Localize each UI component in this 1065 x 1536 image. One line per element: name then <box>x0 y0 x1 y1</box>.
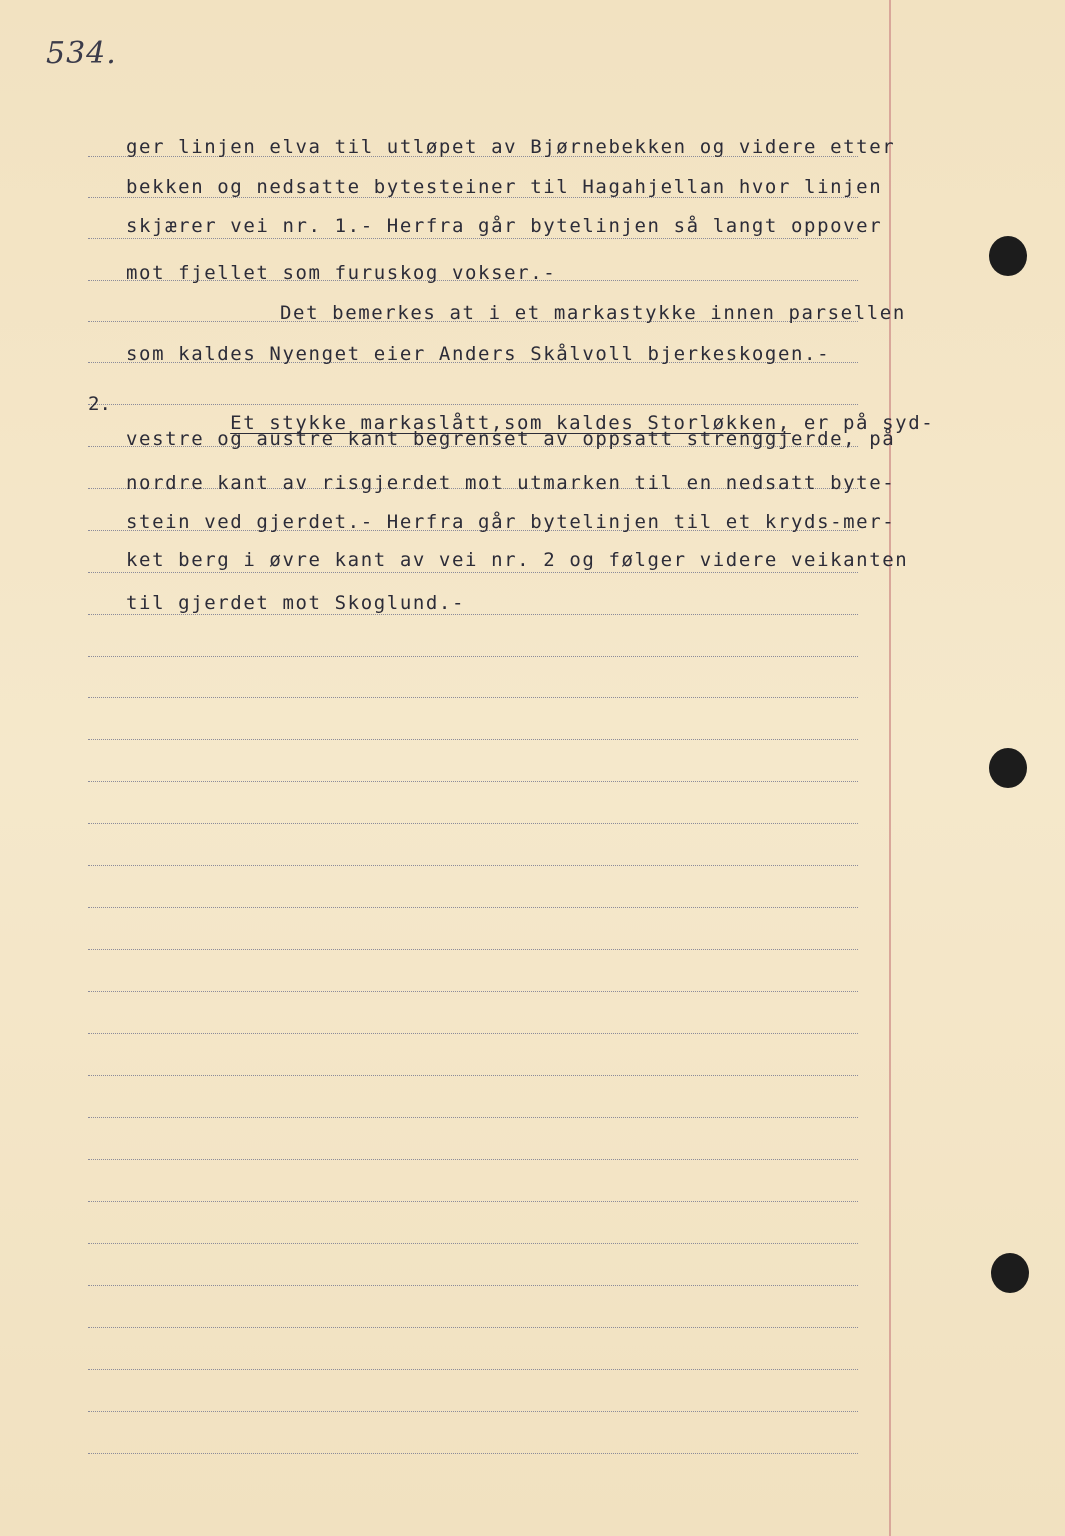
ruled-line <box>88 991 858 992</box>
page-number: 534. <box>46 36 117 71</box>
text-line: skjærer vei nr. 1.- Herfra går bytelinjen så langt oppover <box>126 215 883 237</box>
text-line: bekken og nedsatte bytesteiner til Hagahjellan hvor linjen <box>126 176 883 198</box>
ruled-line <box>88 1369 858 1370</box>
ruled-line <box>88 1453 858 1454</box>
ruled-line <box>88 1327 858 1328</box>
ruled-line <box>88 1285 858 1286</box>
ruled-line <box>88 1243 858 1244</box>
ruled-line <box>88 781 858 782</box>
text-line: ket berg i øvre kant av vei nr. 2 og følger videre veikanten <box>126 549 909 571</box>
ruled-line <box>88 1075 858 1076</box>
text-line: ger linjen elva til utløpet av Bjørnebekken og videre etter <box>126 136 896 158</box>
punch-hole <box>989 748 1027 788</box>
item-lead-rest: er på syd- <box>790 412 935 434</box>
ruled-line <box>88 1201 858 1202</box>
ruled-line <box>88 697 858 698</box>
ruled-line <box>88 572 858 573</box>
text-line: vestre og austre kant begrenset av oppsatt strenggjerde, på <box>126 428 896 450</box>
ruled-line <box>88 614 858 615</box>
text-line: stein ved gjerdet.- Herfra går bytelinjen til et kryds-mer- <box>126 511 896 533</box>
text-line: nordre kant av risgjerdet mot utmarken til en nedsatt byte- <box>126 472 896 494</box>
text-line: mot fjellet som furuskog vokser.- <box>126 262 557 284</box>
ruled-line <box>88 1411 858 1412</box>
item-lead-underlined: Et stykke markaslått,som kaldes Storløkken, <box>230 412 791 434</box>
ruled-line <box>88 238 858 239</box>
ruled-line <box>88 907 858 908</box>
ruled-line <box>88 1033 858 1034</box>
ruled-line <box>88 823 858 824</box>
punch-hole <box>989 236 1027 276</box>
ruled-line <box>88 949 858 950</box>
ruled-line <box>88 739 858 740</box>
margin-line <box>889 0 891 1536</box>
ruled-line <box>88 656 858 657</box>
ruled-line <box>88 1117 858 1118</box>
text-line: til gjerdet mot Skoglund.- <box>126 592 466 614</box>
text-line: som kaldes Nyenget eier Anders Skålvoll bjerkeskogen.- <box>126 343 831 365</box>
ruled-line <box>88 865 858 866</box>
item-number: 2. <box>88 393 111 415</box>
text-line: Det bemerkes at i et markastykke innen parsellen <box>280 302 906 324</box>
ruled-line <box>88 1159 858 1160</box>
punch-hole <box>991 1253 1029 1293</box>
